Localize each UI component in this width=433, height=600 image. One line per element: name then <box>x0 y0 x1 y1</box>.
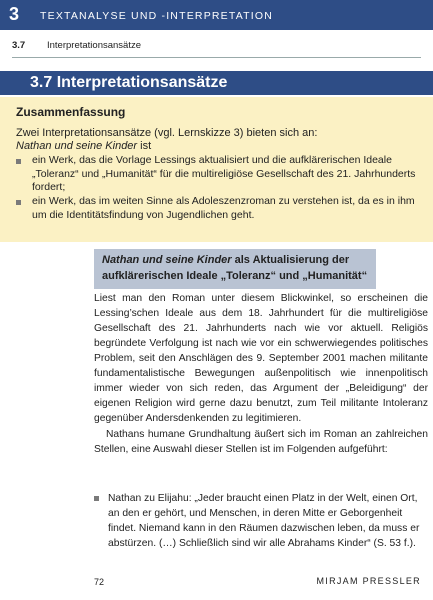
summary-intro: Zwei Interpretationsansätze (vgl. Lernskizze 3) bieten sich an: <box>16 127 318 139</box>
header-divider <box>12 57 421 58</box>
summary-subject <box>16 140 151 152</box>
breadcrumb-label: Interpretationsansätze <box>47 40 142 51</box>
chapter-header-bar <box>0 0 433 30</box>
summary-bullet-text: ein Werk, das im weiten Sinne als Adoleszenzroman zu verstehen ist, da es in ihm um die Identitätsfindung von Jugendlichen geht. <box>32 195 415 221</box>
summary-bullet <box>16 195 421 222</box>
page-number: 72 <box>94 577 105 587</box>
breadcrumb-number: 3.7 <box>12 40 26 51</box>
subheading-box <box>94 249 376 289</box>
summary-subject-italic: Nathan und seine Kinder <box>16 140 138 152</box>
body-paragraph: Nathans humane Grundhaltung äußert sich im Roman an zahlreichen Stellen, eine Auswahl dieser Stellen ist im Folgenden aufgeführt: <box>94 429 428 455</box>
summary-bullet-text: ein Werk, das die Vorlage Lessings aktualisiert und die aufklärerischen Ideale „Toleranz“ und „Humanität“ für die multireligiöse Gesellschaft des 21. Jahrhunderts fordert; <box>32 154 416 193</box>
breadcrumb <box>12 40 142 51</box>
section-header <box>0 71 433 95</box>
summary-bullet <box>16 154 421 195</box>
bullet-square-icon <box>16 159 21 164</box>
bullet-square-icon <box>16 200 21 205</box>
subheading <box>94 249 376 287</box>
subheading-rest: als Aktualisierung der aufklärerischen Ideale „Toleranz“ und „Humanität“ <box>102 254 368 282</box>
chapter-title: TEXTANALYSE UND -INTERPRETATION <box>40 10 274 22</box>
footer-author: MIRJAM PRESSLER <box>316 576 421 586</box>
chapter-number: 3 <box>9 4 20 24</box>
summary-box <box>0 97 433 242</box>
body-paragraph: Liest man den Roman unter diesem Blickwinkel, so erscheinen die Lessing’schen Ideale aus dem 18. Jahrhundert für die multireligiöse Gesellschaft des 21. Jahrhunderts nach wie vor aktuell. Religiös begründete Verfolgung ist nach wie vor ein schwerwiegendes politisches Problem, seit den Anschlägen des 9. September 2001 machen militante fundamentalistische Bewegungen außenpolitisch wie innenpolitisch immer wieder von sich reden, das Argument der „Beleidigung“ der eigenen Religion wird gerne dazu benutzt, zum Teil militante Intoleranz gegenüber Andersdenkenden zu legitimieren. <box>94 293 428 424</box>
body-bullet-text: Nathan zu Elijahu: „Jeder braucht einen Platz in der Welt, einen Ort, an den er gehört, und Menschen, in deren Mitte er Geborgenheit findet. Niemand kann in den Räumen dazwischen leben, da muss er abstürzen. (…) Schließlich sind wir alle Abrahams Kinder“ (S. 53 f.). <box>108 493 420 549</box>
bullet-square-icon <box>94 496 99 501</box>
section-title: 3.7 Interpretationsansätze <box>30 74 228 91</box>
body-bullet <box>94 491 424 551</box>
summary-title: Zusammenfassung <box>16 105 126 119</box>
summary-subject-rest: ist <box>137 140 152 152</box>
subheading-italic: Nathan und seine Kinder <box>102 254 232 266</box>
